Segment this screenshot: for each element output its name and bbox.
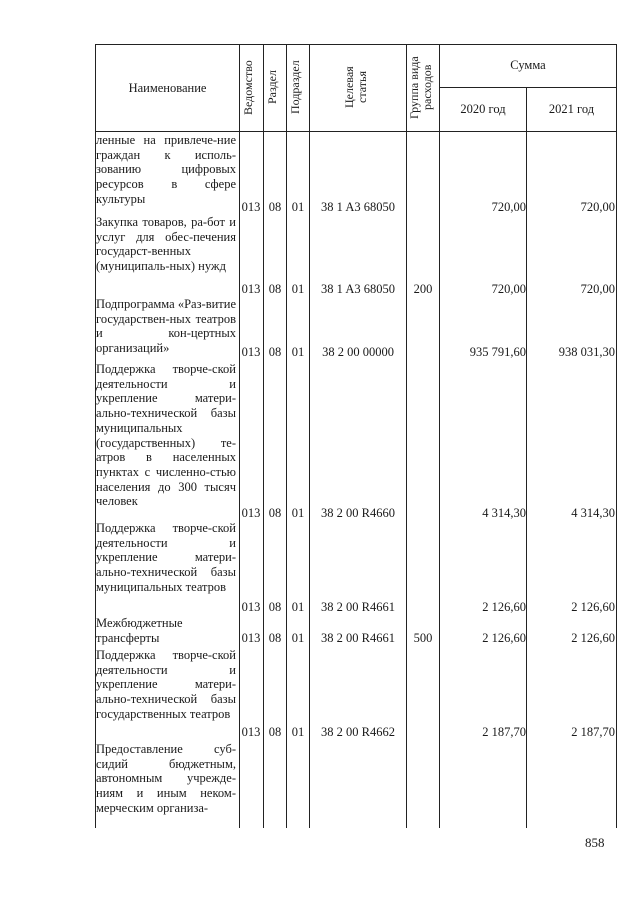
- page-number: 858: [585, 835, 605, 850]
- row-4-cel: 38 2 00 R4660: [321, 506, 395, 520]
- header-year-2020: 2020 год: [460, 102, 506, 116]
- row-6-grp: 500: [413, 631, 433, 645]
- row-7-sum-2021: 2 187,70: [571, 725, 615, 739]
- col-divider-sum: [439, 44, 440, 828]
- header-bottom-line: [95, 131, 617, 132]
- row-6-sum-2020: 2 126,60: [482, 631, 526, 645]
- row-1-name: ленные на привлече-ние граждан к исполь-зованию цифровых ресурсов в сфере культуры: [96, 133, 236, 206]
- row-3-ved: 013: [241, 345, 261, 359]
- header-celevaya: Целевая статья: [342, 66, 369, 109]
- row-2-cel: 38 1 A3 68050: [321, 282, 395, 296]
- header-razdel: Раздел: [265, 70, 279, 105]
- row-3-raz: 08: [268, 345, 282, 359]
- row-5-pod: 01: [291, 600, 305, 614]
- row-7-cel: 38 2 00 R4662: [321, 725, 395, 739]
- row-4-raz: 08: [268, 506, 282, 520]
- row-7-name: Поддержка творче-ской деятельности и укрепление матери-ально-технической базы государственных театров: [96, 648, 236, 721]
- col-divider-grp: [406, 44, 407, 828]
- row-4-pod: 01: [291, 506, 305, 520]
- row-4-sum-2020: 4 314,30: [482, 506, 526, 520]
- row-3-cel: 38 2 00 00000: [322, 345, 394, 359]
- row-6-ved: 013: [241, 631, 261, 645]
- col-divider-year: [526, 87, 527, 828]
- row-6-sum-2021: 2 126,60: [571, 631, 615, 645]
- row-6-name: Межбюджетные трансферты: [96, 616, 183, 645]
- col-divider-ved: [239, 44, 240, 828]
- row-1-raz: 08: [268, 200, 282, 214]
- row-3-sum-2020: 935 791,60: [469, 345, 526, 359]
- header-top-line: [95, 44, 617, 45]
- row-5-raz: 08: [268, 600, 282, 614]
- row-5-cel: 38 2 00 R4661: [321, 600, 395, 614]
- header-name: Наименование: [128, 81, 207, 95]
- row-1-sum-2021: 720,00: [580, 200, 615, 214]
- row-6-cel: 38 2 00 R4661: [321, 631, 395, 645]
- header-year-2021: 2021 год: [548, 102, 595, 116]
- header-summa: Сумма: [510, 58, 546, 72]
- row-1-cel: 38 1 A3 68050: [321, 200, 395, 214]
- row-4-name: Поддержка творче-ской деятельности и укрепление матери-ально-технической базы муниципальных (государственных) те-атров в населенных пунктах с численно-стью населения до 300 тысяч человек: [96, 362, 236, 509]
- row-2-name: Закупка товаров, ра-бот и услуг для обес-печения государст-венных (муниципаль-ных) нужд: [96, 215, 236, 274]
- header-podrazdel: Подраздел: [288, 60, 302, 115]
- table-border-right: [616, 44, 617, 828]
- row-5-sum-2021: 2 126,60: [571, 600, 615, 614]
- row-5-sum-2020: 2 126,60: [482, 600, 526, 614]
- row-3-sum-2021: 938 031,30: [558, 345, 615, 359]
- row-4-sum-2021: 4 314,30: [571, 506, 615, 520]
- header-vedomstvo: Ведомство: [241, 60, 255, 115]
- row-1-ved: 013: [241, 200, 261, 214]
- row-1-sum-2020: 720,00: [491, 200, 526, 214]
- header-gruppa: Группа вида расходов: [407, 56, 434, 119]
- header-sum-line: [439, 87, 617, 88]
- row-1-pod: 01: [291, 200, 305, 214]
- col-divider-cel: [309, 44, 310, 828]
- row-2-pod: 01: [291, 282, 305, 296]
- col-divider-pod: [286, 44, 287, 828]
- row-3-pod: 01: [291, 345, 305, 359]
- row-7-ved: 013: [241, 725, 261, 739]
- row-2-ved: 013: [241, 282, 261, 296]
- row-6-pod: 01: [291, 631, 305, 645]
- row-2-grp: 200: [413, 282, 433, 296]
- row-7-sum-2020: 2 187,70: [482, 725, 526, 739]
- row-3-name: Подпрограмма «Раз-витие государствен-ных театров и кон-цертных организаций»: [96, 297, 236, 356]
- row-8-name: Предоставление суб-сидий бюджетным, автономным учрежде-ниям и иным неком-мерческим организа-: [96, 742, 236, 815]
- row-2-sum-2020: 720,00: [491, 282, 526, 296]
- row-5-name: Поддержка творче-ской деятельности и укрепление матери-ально-технической базы муниципальных театров: [96, 521, 236, 594]
- col-divider-raz: [263, 44, 264, 828]
- row-2-raz: 08: [268, 282, 282, 296]
- row-4-ved: 013: [241, 506, 261, 520]
- row-6-raz: 08: [268, 631, 282, 645]
- row-7-raz: 08: [268, 725, 282, 739]
- row-5-ved: 013: [241, 600, 261, 614]
- row-7-pod: 01: [291, 725, 305, 739]
- row-2-sum-2021: 720,00: [580, 282, 615, 296]
